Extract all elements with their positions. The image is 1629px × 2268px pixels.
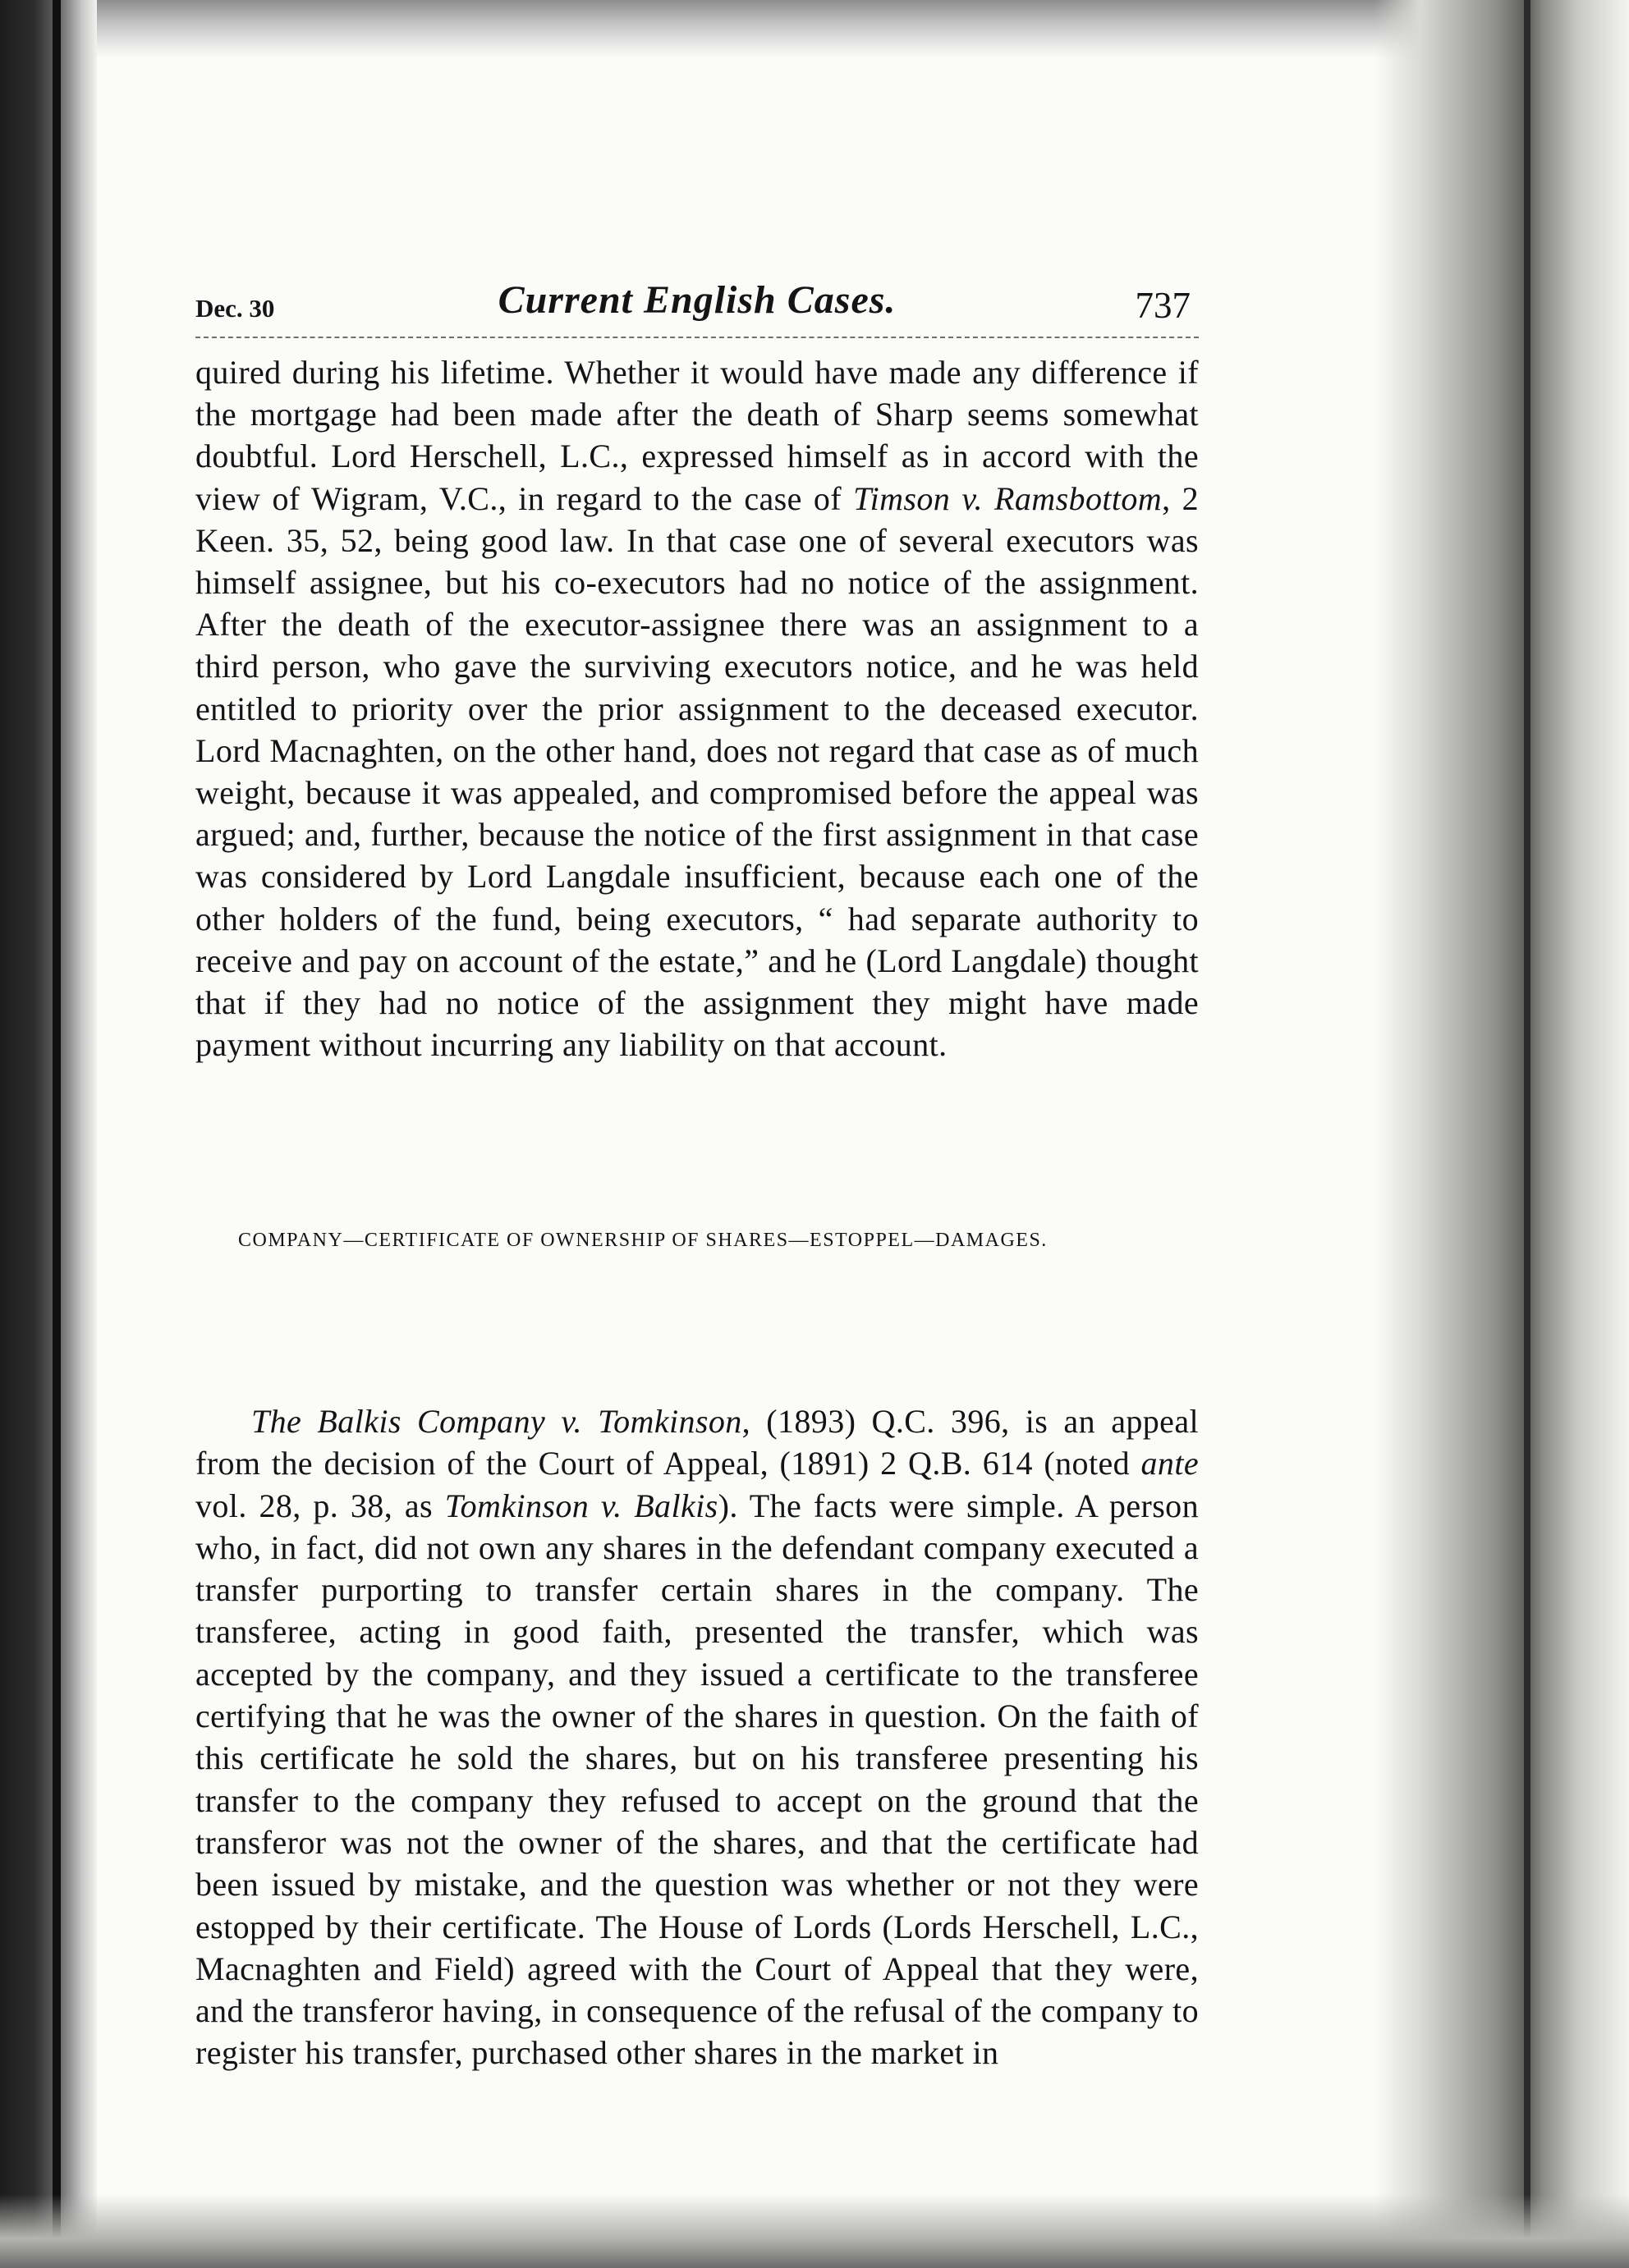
scan-right-spine-line bbox=[1524, 0, 1530, 2268]
page-number: 737 bbox=[1135, 285, 1191, 326]
header-date: Dec. 30 bbox=[195, 294, 275, 323]
paragraph-case-note bbox=[195, 1400, 1199, 2074]
case-citation: The Balkis Company v. Tomkinson bbox=[251, 1403, 742, 1440]
paragraph-text: vol. 28, p. 38, as bbox=[195, 1487, 445, 1524]
scan-left-edge bbox=[0, 0, 97, 2268]
scan-right-spine-shadow bbox=[1374, 0, 1629, 2268]
case-citation: Tomkinson v. Balkis bbox=[444, 1487, 718, 1524]
paragraph-text: , 2 Keen. 35, 52, being good law. In that case one of several executors was himself assignee, but his co-executors had no notice of the assignment. After the death of the executor-assignee there was an assignment to a third person, who gave the surviving executors notice, and he was held entitled to priority over the prior assignment to the deceased executor. Lord Macnaghten, on the other hand, does not regard that case as of much weight, because it was appealed, and compromised before the appeal was argued; and, further, because the notice of the first assignment in that case was considered by Lord Langdale insufficient, because each one of the other holders of the fund, being executors, “ had separate authority to receive and pay on account of the estate,” and he (Lord Langdale) thought that if they had no notice of the assignment they might have made payment without incurring any liability on that account. bbox=[195, 479, 1200, 1064]
running-header bbox=[195, 273, 1199, 338]
paragraph-text: , (1893) Q.C. 396, is an appeal from the decision of the Court of Appeal, (1891) 2 Q.B. 614 (noted bbox=[195, 1403, 1199, 1482]
paragraph-text: quired during his lifetime. Whether it would have made any difference if the mortgage had been made after the death of Sharp seems somewhat doubtful. Lord Herschell, L.C., expressed himself as in accord with the view of Wigram, V.C., in regard to the case of bbox=[195, 354, 1199, 517]
ante-reference: ante bbox=[1140, 1445, 1199, 1482]
header-rule bbox=[195, 337, 1199, 338]
paragraph-text: ). The facts were simple. A person who, in fact, did not own any shares in the defendant company executed a transfer purporting to transfer certain shares in the company. The transferee, acting in good faith, presented the transfer, which was accepted by the company, and they issued a certificate to the transferee certifying that he was the owner of the shares in question. On the faith of this certificate he sold the shares, but on his transferee presenting his transfer to the company they refused to accept on the ground that the transferor was not the owner of the shares, and that the certificate had been issued by mistake, and the question was whether or not they were estopped by their certificate. The House of Lords (Lords Herschell, L.C., Macnaghten and Field) agreed with the Court of Appeal that they were, and the transferor having, in consequence of the refusal of the company to register his transfer, purchased other shares in the market in bbox=[195, 1487, 1199, 2072]
section-heading: COMPANY—CERTIFICATE OF OWNERSHIP OF SHARES—ESTOPPEL—DAMAGES. bbox=[238, 1230, 1048, 1251]
case-citation: Timson v. Ramsbottom bbox=[853, 479, 1163, 517]
paragraph-continuation bbox=[195, 351, 1199, 1065]
header-title: Current English Cases. bbox=[498, 278, 897, 322]
scan-left-binding-stripe bbox=[53, 0, 61, 2268]
scan-bottom-edge bbox=[0, 2194, 1629, 2268]
